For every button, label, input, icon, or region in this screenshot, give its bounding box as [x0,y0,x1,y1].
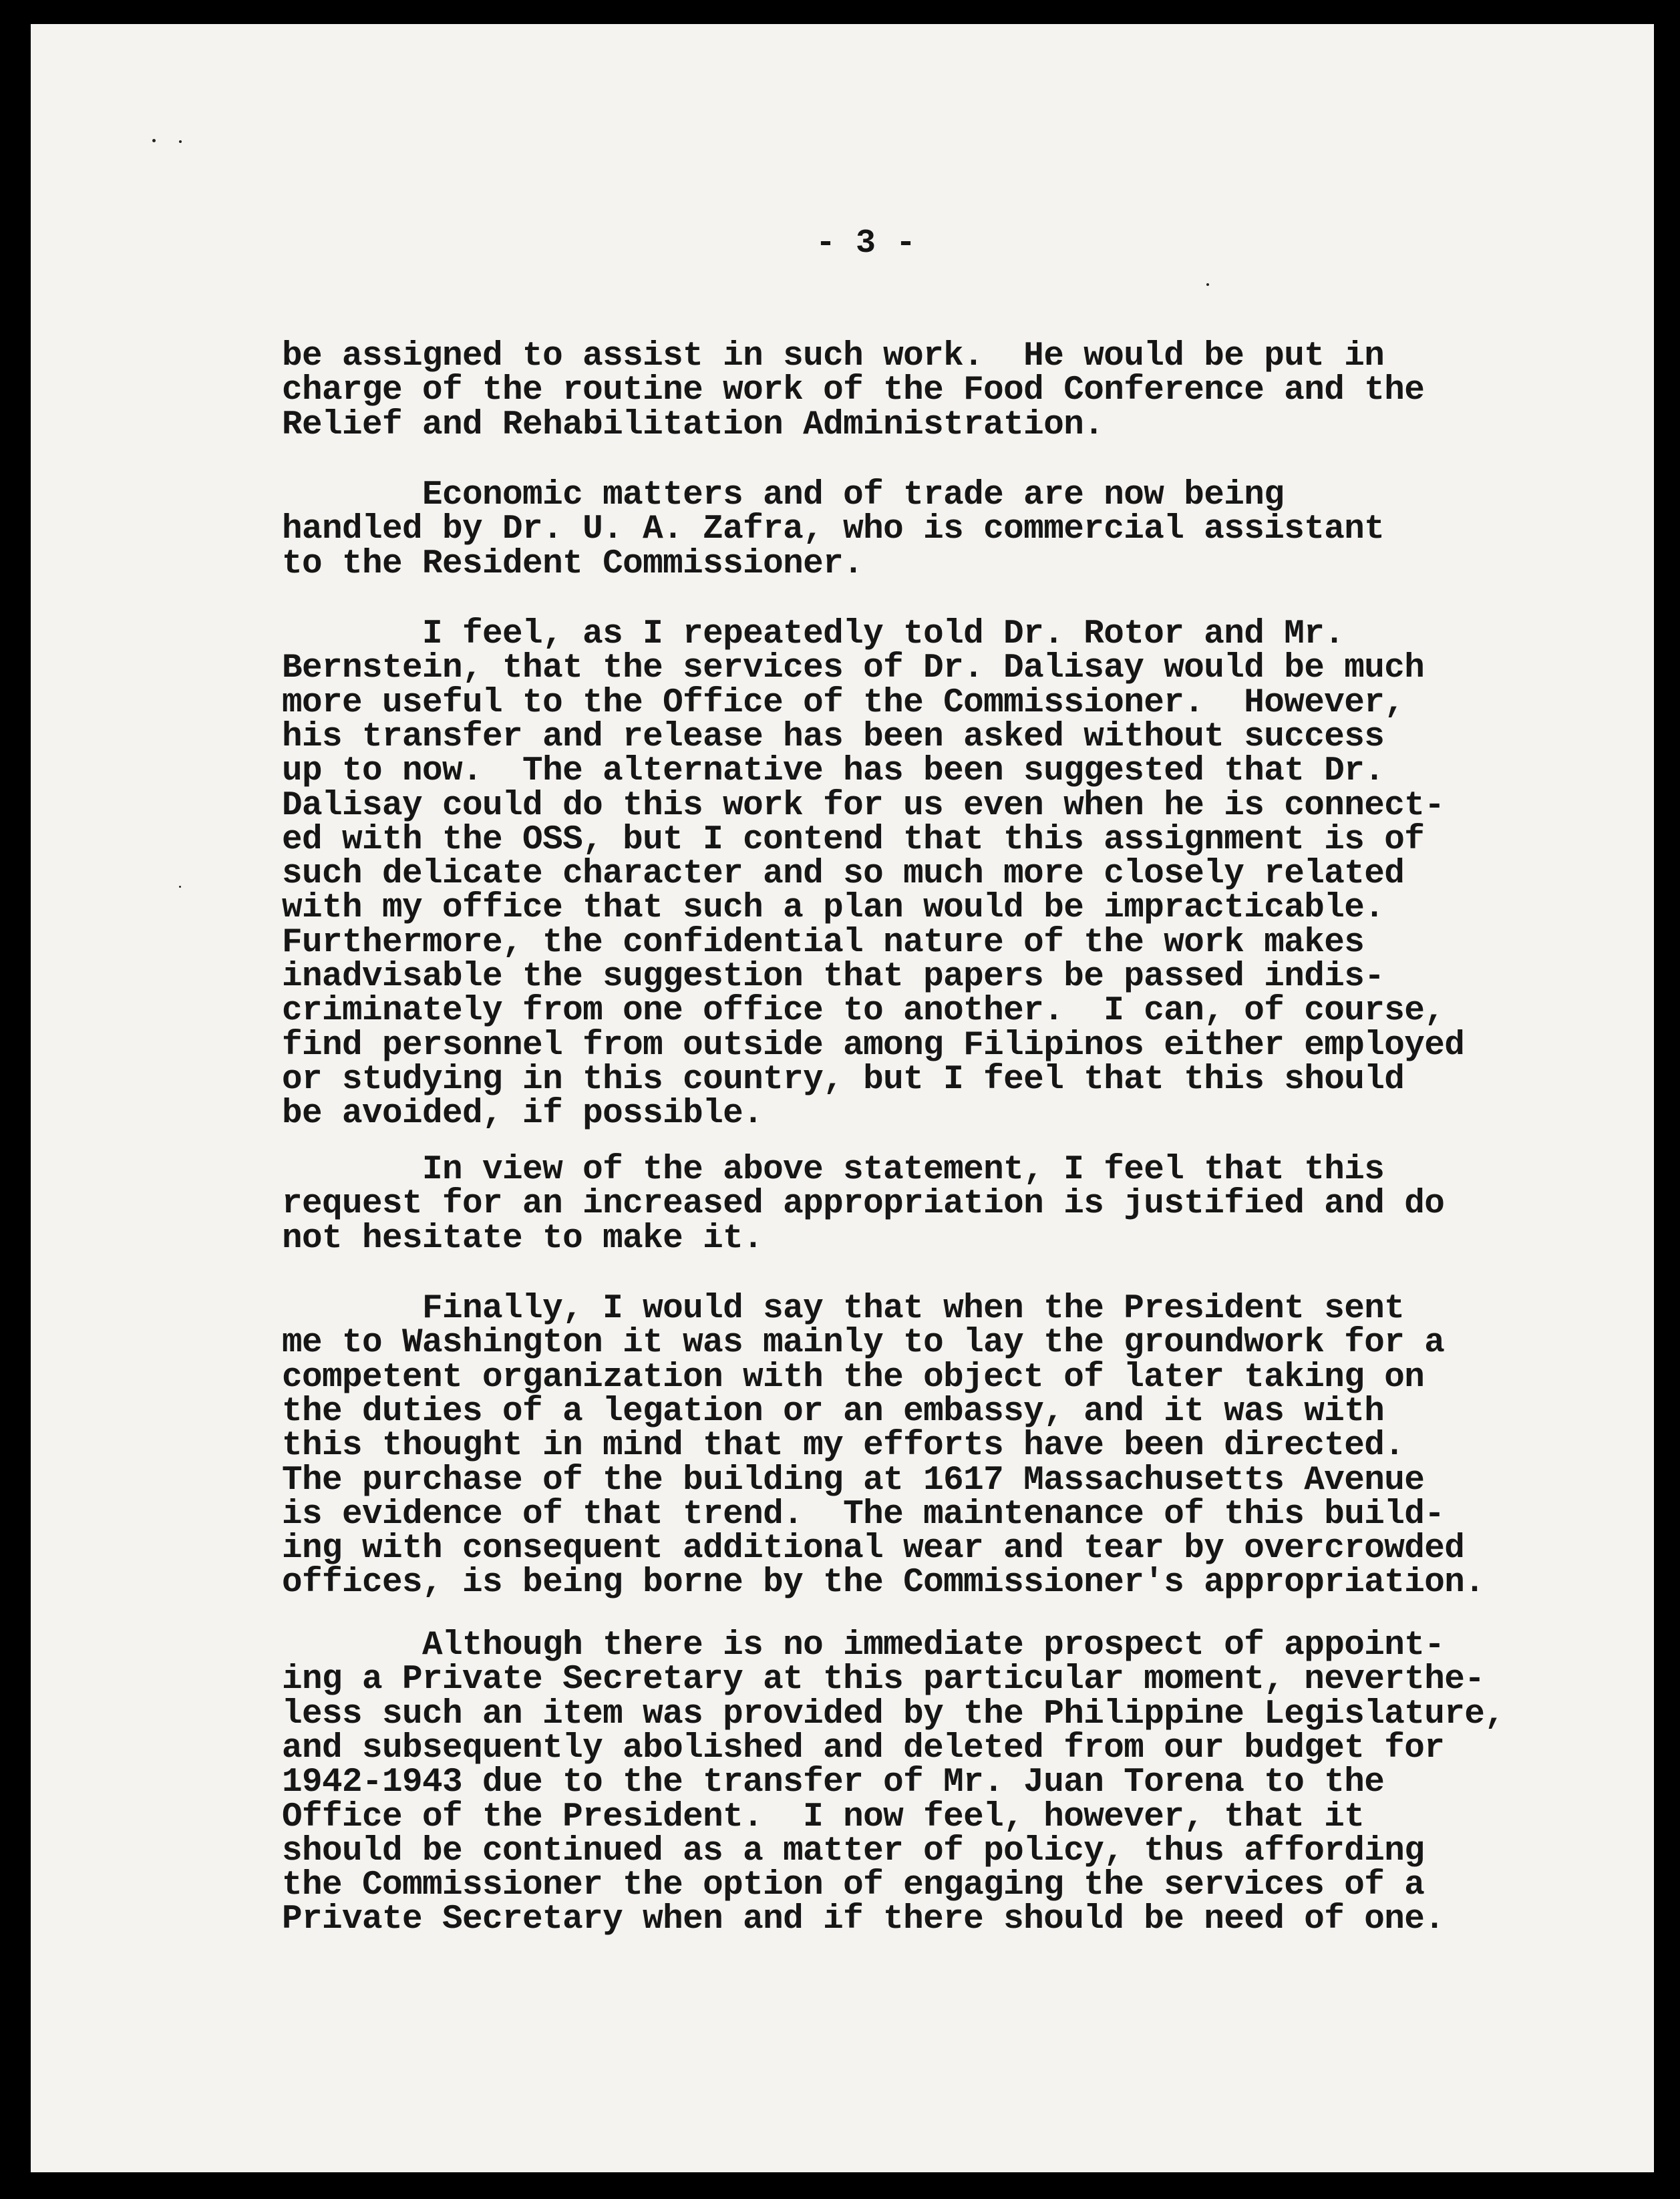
text-line: this thought in mind that my efforts have been directed. [282,1427,1405,1466]
text-line: In view of the above statement, I feel that this [282,1151,1385,1189]
text-line: offices, is being borne by the Commissioner's appropriation. [282,1564,1485,1602]
text-line: less such an item was provided by the Philippine Legislature, [282,1695,1505,1733]
text-line: be avoided, if possible. [282,1095,764,1134]
text-line: Relief and Rehabilitation Administration. [282,405,1104,444]
scan-speck [152,139,156,142]
text-line: the duties of a legation or an embassy, and it was with [282,1392,1385,1431]
text-line: ed with the OSS, but I contend that this assignment is of [282,820,1425,859]
text-line: such delicate character and so much more closely related [282,855,1405,894]
text-line: his transfer and release has been asked without success [282,717,1385,756]
scan-speck [179,140,182,143]
text-line: ing a Private Secretary at this particular moment, neverthe- [282,1661,1485,1699]
text-line: Office of the President. I now feel, however, that it [282,1798,1365,1836]
text-line: ing with consequent additional wear and tear by overcrowded [282,1530,1465,1568]
text-line: The purchase of the building at 1617 Massachusetts Avenue [282,1461,1425,1500]
text-line: handled by Dr. U. A. Zafra, who is commercial assistant [282,510,1385,549]
text-line: I feel, as I repeatedly told Dr. Rotor and Mr. [282,615,1345,653]
text-line: Finally, I would say that when the President sent [282,1290,1405,1328]
text-line: inadvisable the suggestion that papers be passed indis- [282,958,1385,996]
text-line: with my office that such a plan would be impracticable. [282,889,1385,928]
document-page [31,24,1654,2172]
text-line: Bernstein, that the services of Dr. Dalisay would be much [282,649,1425,688]
text-line: should be continued as a matter of policy, thus affording [282,1832,1425,1870]
text-line: and subsequently abolished and deleted from our budget for [282,1729,1445,1767]
text-line: Although there is no immediate prospect of appoint- [282,1627,1445,1665]
text-line: the Commissioner the option of engaging the services of a [282,1866,1425,1905]
text-line: more useful to the Office of the Commissioner. However, [282,683,1405,722]
text-line: or studying in this country, but I feel that this should [282,1060,1405,1099]
text-line: 1942-1943 due to the transfer of Mr. Juan Torena to the [282,1763,1385,1802]
text-line: be assigned to assist in such work. He would be put in [282,337,1385,375]
scan-speck [1206,283,1209,286]
text-line: me to Washington it was mainly to lay the groundwork for a [282,1324,1445,1363]
text-line: request for an increased appropriation is justified and do [282,1185,1445,1224]
text-line: up to now. The alternative has been suggested that Dr. [282,752,1385,791]
text-line: not hesitate to make it. [282,1219,764,1258]
text-line: to the Resident Commissioner. [282,544,864,583]
text-line: is evidence of that trend. The maintenance of this build- [282,1495,1445,1534]
text-line: criminately from one office to another. I can, of course, [282,992,1445,1031]
page-number: - 3 - [816,224,916,263]
text-line: find personnel from outside among Filipinos either employed [282,1026,1465,1065]
text-line: Private Secretary when and if there should be need of one. [282,1900,1445,1939]
text-line: Economic matters and of trade are now being [282,476,1285,514]
scan-speck [179,886,181,888]
text-line: Dalisay could do this work for us even when he is connect- [282,786,1445,825]
text-line: competent organization with the object of later taking on [282,1358,1425,1397]
text-line: Furthermore, the confidential nature of the work makes [282,923,1365,962]
text-line: charge of the routine work of the Food Conference and the [282,371,1425,410]
